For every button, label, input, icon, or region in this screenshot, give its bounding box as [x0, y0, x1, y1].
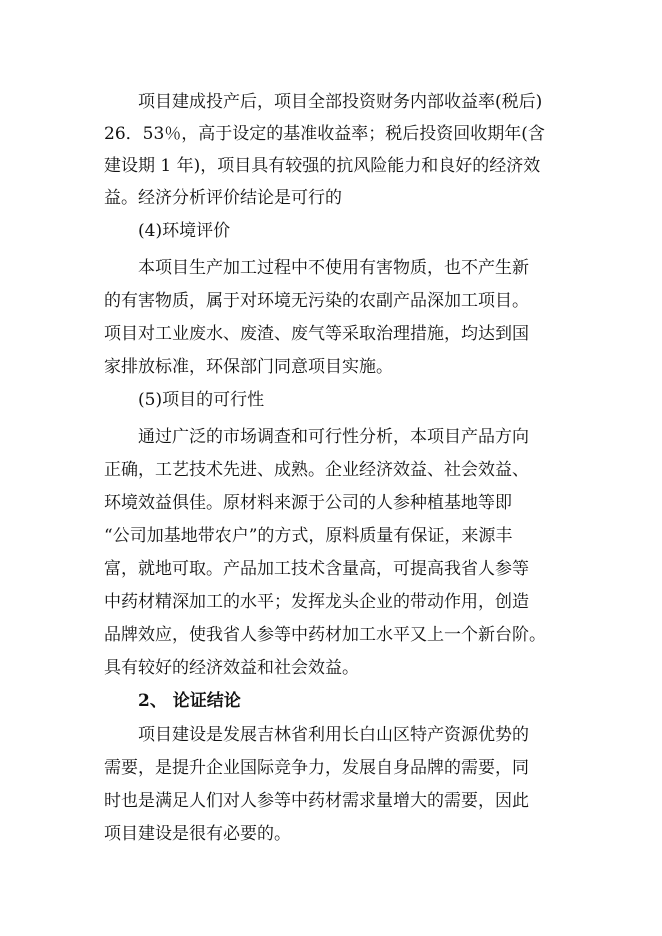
text-line: 本项目生产加工过程中不使用有害物质，也不产生新 — [138, 258, 529, 278]
text-line: 项目建设是发展吉林省利用长白山区特产资源优势的 — [138, 725, 529, 745]
section-heading: (5)项目的可行性 — [138, 390, 265, 410]
text-line: 通过广泛的市场调查和可行性分析，本项目产品方向 — [138, 427, 529, 447]
text-line: 26．53％，高于设定的基准收益率；税后投资回收期年(含 — [104, 124, 545, 144]
text-line: 建设期 1 年)，项目具有较强的抗风险能力和良好的经济效 — [104, 156, 541, 176]
section-heading: 2、 论证结论 — [138, 691, 241, 711]
section-heading: (4)环境评价 — [138, 221, 231, 241]
text-line: 时也是满足人们对人参等中药材需求量增大的需要，因此 — [104, 791, 529, 811]
text-line: 项目建设是很有必要的。 — [104, 824, 291, 844]
text-line: 需要，是提升企业国际竞争力，发展自身品牌的需要，同 — [104, 758, 529, 778]
text-line: 品牌效应，使我省人参等中药材加工水平又上一个新台阶。 — [104, 625, 546, 645]
text-line: 富，就地可取。产品加工技术含量高，可提高我省人参等 — [104, 559, 529, 579]
text-line: “公司加基地带农户”的方式，原料质量有保证，来源丰 — [104, 526, 513, 546]
text-line: 中药材精深加工的水平；发挥龙头企业的带动作用，创造 — [104, 592, 529, 612]
text-line: 益。经济分析评价结论是可行的 — [104, 188, 342, 208]
text-line: 项目对工业废水、废渣、废气等采取治理措施，均达到国 — [104, 324, 529, 344]
text-line: 项目建成投产后，项目全部投资财务内部收益率(税后) — [138, 92, 543, 112]
text-line: 具有较好的经济效益和社会效益。 — [104, 658, 359, 678]
text-line: 的有害物质，属于对环境无污染的农副产品深加工项目。 — [104, 291, 529, 311]
text-line: 家排放标准，环保部门同意项目实施。 — [104, 357, 393, 377]
text-line: 正确，工艺技术先进、成熟。企业经济效益、社会效益、 — [104, 460, 529, 480]
text-line: 环境效益俱佳。原材料来源于公司的人参种植基地等即 — [104, 493, 512, 513]
